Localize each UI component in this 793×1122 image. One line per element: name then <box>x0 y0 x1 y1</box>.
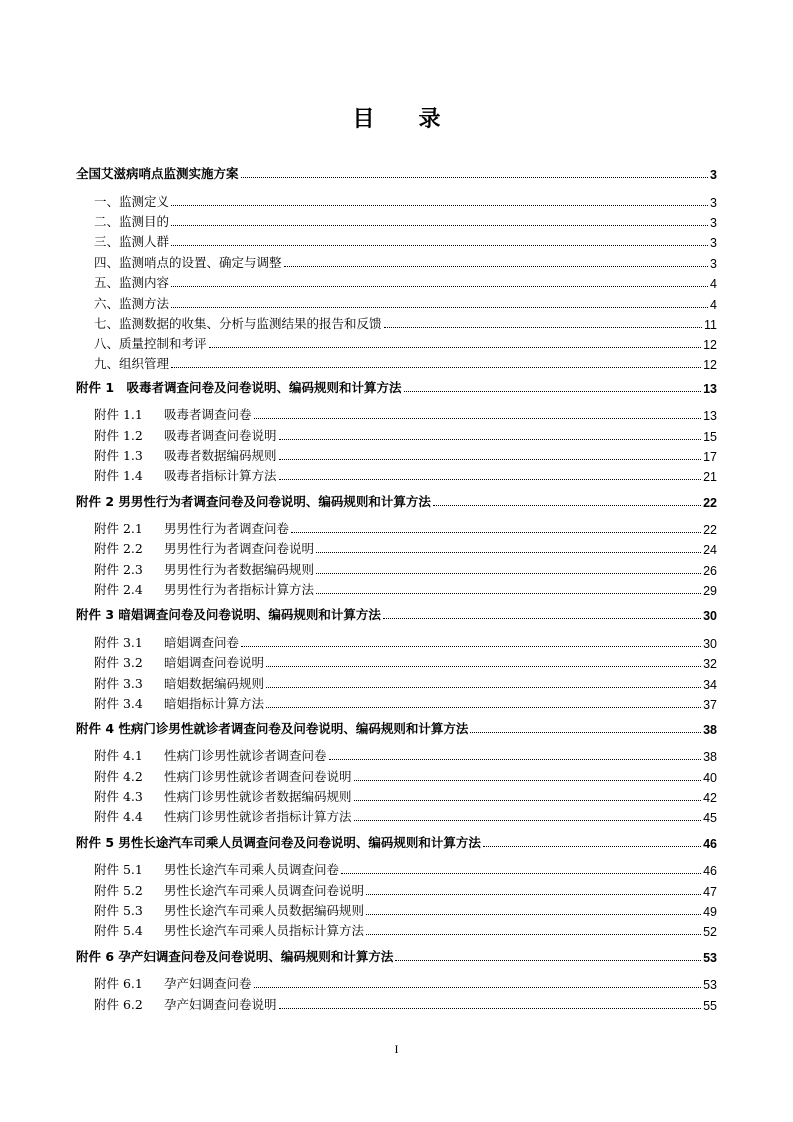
toc-page-number: 34 <box>703 678 717 692</box>
toc-leader-dots <box>404 390 702 392</box>
toc-leader-dots <box>354 799 702 801</box>
page-number: I <box>394 1042 399 1056</box>
toc-entry-label <box>94 426 277 444</box>
toc-leader-dots <box>470 731 701 733</box>
toc-entry[interactable] <box>76 805 717 825</box>
toc-entry-title: 吸毒者指标计算方法 <box>164 468 277 483</box>
toc-entry-title: 男性长途汽车司乘人员调查问卷 <box>164 862 340 877</box>
toc-entry-title: 吸毒者数据编码规则 <box>164 448 277 463</box>
toc-entry-number: 附件 4.1 <box>94 748 143 763</box>
toc-entry[interactable] <box>76 765 717 785</box>
toc-entry-title: 性病门诊男性就诊者调查问卷说明 <box>164 769 352 784</box>
toc-entry-number: 附件 6.1 <box>94 976 143 991</box>
toc-entry-number: 附件 2.3 <box>94 562 143 577</box>
toc-entry[interactable] <box>76 858 717 878</box>
toc-entry-label <box>94 860 339 878</box>
toc-leader-dots <box>254 986 702 988</box>
toc-page-number: 47 <box>703 885 717 899</box>
toc-entry-title: 吸毒者调查问卷 <box>164 407 252 422</box>
toc-entry[interactable] <box>76 899 717 919</box>
toc-leader-dots <box>395 959 701 961</box>
toc-leader-dots <box>366 933 701 935</box>
toc-entry-number: 附件 1.4 <box>94 468 143 483</box>
toc-entry-title: 暗娼数据编码规则 <box>164 676 265 691</box>
toc-entry[interactable] <box>76 651 717 671</box>
toc-entry-title: 暗娼调查问卷说明 <box>164 655 265 670</box>
toc-entry-label: 四、监测哨点的设置、确定与调整 <box>94 255 282 270</box>
toc-entry-label <box>94 674 264 692</box>
toc-page-number: 32 <box>703 657 717 671</box>
toc-entry[interactable] <box>76 919 717 939</box>
toc-entry[interactable] <box>76 631 717 651</box>
toc-entry-title: 男男性行为者调查问卷说明 <box>164 541 315 556</box>
toc-leader-dots <box>254 417 702 419</box>
toc-page-number: 22 <box>703 523 717 537</box>
toc-page-number: 13 <box>703 409 717 423</box>
toc-entry[interactable] <box>76 785 717 805</box>
toc-page-number: 11 <box>704 318 717 332</box>
toc-leader-dots <box>341 872 701 874</box>
toc-entry-label: 一、监测定义 <box>94 194 170 209</box>
toc-leader-dots <box>279 458 702 460</box>
toc-page-number: 22 <box>703 496 717 510</box>
toc-entry[interactable] <box>76 879 717 899</box>
toc-page-number: 46 <box>703 837 717 851</box>
toc-page-number: 4 <box>710 298 717 312</box>
toc-entry[interactable] <box>76 230 717 250</box>
toc-section-entry[interactable] <box>76 717 717 737</box>
toc-leader-dots <box>241 645 701 647</box>
toc-entry-number: 附件 5.1 <box>94 862 143 877</box>
toc-entry-label: 附件 2 男男性行为者调查问卷及问卷说明、编码规则和计算方法 <box>76 494 431 509</box>
toc-entry[interactable] <box>76 537 717 557</box>
toc-leader-dots <box>284 265 709 267</box>
toc-leader-dots <box>279 438 702 440</box>
toc-leader-dots <box>483 845 701 847</box>
toc-entry-title: 性病门诊男性就诊者数据编码规则 <box>164 789 352 804</box>
toc-entry-number: 附件 6.2 <box>94 997 143 1012</box>
toc-entry-number: 附件 5.4 <box>94 923 143 938</box>
toc-entry[interactable] <box>76 744 717 764</box>
toc-entry-title: 男男性行为者指标计算方法 <box>164 582 315 597</box>
toc-entry-label <box>94 746 327 764</box>
toc-entry[interactable] <box>76 444 717 464</box>
toc-entry-number: 附件 4.2 <box>94 769 143 784</box>
toc-entry[interactable] <box>76 210 717 230</box>
toc-leader-dots <box>171 285 708 287</box>
toc-entry-label: 二、监测目的 <box>94 214 170 229</box>
toc-entry[interactable] <box>76 332 717 352</box>
toc-entry-label <box>94 921 364 939</box>
toc-leader-dots <box>384 326 703 328</box>
toc-leader-dots <box>171 204 708 206</box>
page-title-char-1: 目 <box>352 107 375 132</box>
toc-page-number: 12 <box>703 358 717 372</box>
toc-page-number: 21 <box>703 470 717 484</box>
toc-page-number: 3 <box>710 236 717 250</box>
toc-leader-dots <box>266 686 701 688</box>
toc-entry-number: 附件 1.3 <box>94 448 143 463</box>
toc-page-number: 3 <box>710 216 717 230</box>
toc-entry-label <box>94 653 264 671</box>
toc-entry-label <box>94 995 277 1013</box>
toc-leader-dots <box>279 1007 702 1009</box>
toc-section-entry[interactable] <box>76 831 717 851</box>
toc-leader-dots <box>383 617 701 619</box>
toc-page-number: 29 <box>703 584 717 598</box>
toc-entry-number: 附件 2.2 <box>94 541 143 556</box>
toc-leader-dots <box>171 306 708 308</box>
toc-page-number: 40 <box>703 771 717 785</box>
toc-leader-dots <box>171 366 701 368</box>
toc-entry-label: 附件 4 性病门诊男性就诊者调查问卷及问卷说明、编码规则和计算方法 <box>76 721 469 736</box>
page-title-char-2: 录 <box>418 107 441 132</box>
toc-entry-label <box>94 539 314 557</box>
toc-entry-number: 附件 1.2 <box>94 428 143 443</box>
toc-entry-title: 孕产妇调查问卷说明 <box>164 997 277 1012</box>
toc-page-number: 42 <box>703 791 717 805</box>
toc-entry-label <box>94 974 252 992</box>
toc-entry-title: 男性长途汽车司乘人员数据编码规则 <box>164 903 365 918</box>
toc-section-entry[interactable] <box>76 490 717 510</box>
toc-leader-dots <box>241 176 709 178</box>
toc-leader-dots <box>316 592 701 594</box>
toc-section-entry[interactable] <box>76 162 717 182</box>
toc-entry-label: 附件 5 男性长途汽车司乘人员调查问卷及问卷说明、编码规则和计算方法 <box>76 835 481 850</box>
toc-entry-label <box>94 580 314 598</box>
toc-leader-dots <box>354 779 702 781</box>
toc-section-entry[interactable] <box>76 376 717 396</box>
toc-entry-label <box>94 881 364 899</box>
toc-entry-label <box>94 901 364 919</box>
toc-leader-dots <box>433 504 701 506</box>
toc-leader-dots <box>171 244 708 246</box>
toc-entry[interactable] <box>76 352 717 372</box>
toc-leader-dots <box>329 758 702 760</box>
toc-entry-title: 性病门诊男性就诊者指标计算方法 <box>164 809 352 824</box>
toc-page-number: 24 <box>703 543 717 557</box>
toc-entry-number: 附件 2.4 <box>94 582 143 597</box>
toc-page-number: 4 <box>710 277 717 291</box>
toc-page-number: 38 <box>703 723 717 737</box>
toc-page-number: 37 <box>703 698 717 712</box>
toc-entry[interactable] <box>76 692 717 712</box>
toc-leader-dots <box>266 706 701 708</box>
toc-entry-label: 附件 3 暗娼调查问卷及问卷说明、编码规则和计算方法 <box>76 607 381 622</box>
toc-entry[interactable] <box>76 312 717 332</box>
toc-entry-label <box>94 633 239 651</box>
toc-page-number: 53 <box>703 978 717 992</box>
toc-entry-number: 附件 3.2 <box>94 655 143 670</box>
toc-page-number: 15 <box>703 430 717 444</box>
toc-page-number: 12 <box>703 338 717 352</box>
toc-page-number: 13 <box>703 382 717 396</box>
toc-entry[interactable] <box>76 424 717 444</box>
toc-page-number: 30 <box>703 609 717 623</box>
toc-entry-label <box>94 446 277 464</box>
toc-entry-title: 性病门诊男性就诊者调查问卷 <box>164 748 327 763</box>
toc-entry-number: 附件 2.1 <box>94 521 143 536</box>
toc-page-number: 30 <box>703 637 717 651</box>
toc-leader-dots <box>366 893 701 895</box>
toc-page-number: 3 <box>710 168 717 182</box>
toc-entry[interactable] <box>76 972 717 992</box>
toc-page-number: 45 <box>703 811 717 825</box>
toc-entry-title: 男性长途汽车司乘人员调查问卷说明 <box>164 883 365 898</box>
toc-entry[interactable] <box>76 271 717 291</box>
toc-entry[interactable] <box>76 403 717 423</box>
toc-leader-dots <box>291 531 701 533</box>
toc-entry-number: 附件 3.1 <box>94 635 143 650</box>
toc-page-number: 3 <box>710 196 717 210</box>
toc-page-number: 52 <box>703 925 717 939</box>
toc-leader-dots <box>316 572 701 574</box>
toc-entry-label <box>94 694 264 712</box>
toc-entry-label <box>94 767 352 785</box>
toc-entry[interactable] <box>76 993 717 1013</box>
toc-entry-label: 六、监测方法 <box>94 296 170 311</box>
toc-leader-dots <box>316 551 701 553</box>
toc-entry[interactable] <box>76 251 717 271</box>
toc-leader-dots <box>171 224 708 226</box>
toc-entry-title: 暗娼调查问卷 <box>164 635 240 650</box>
toc-entry-label: 附件 6 孕产妇调查问卷及问卷说明、编码规则和计算方法 <box>76 949 394 964</box>
toc-leader-dots <box>279 478 702 480</box>
toc-entry-number: 附件 3.4 <box>94 696 143 711</box>
toc-entry-title: 孕产妇调查问卷 <box>164 976 252 991</box>
toc-entry[interactable] <box>76 190 717 210</box>
toc-leader-dots <box>354 819 702 821</box>
toc-entry-title: 男男性行为者调查问卷 <box>164 521 290 536</box>
toc-entry-label <box>94 519 289 537</box>
page-title <box>0 102 793 133</box>
toc-entry-label: 三、监测人群 <box>94 234 170 249</box>
toc-section-entry[interactable] <box>76 945 717 965</box>
toc-page-number: 46 <box>703 864 717 878</box>
toc-entry[interactable] <box>76 672 717 692</box>
toc-page-number: 49 <box>703 905 717 919</box>
toc-page-number: 53 <box>703 951 717 965</box>
toc-page-number: 3 <box>710 257 717 271</box>
toc-leader-dots <box>266 665 701 667</box>
toc-entry-label <box>94 807 352 825</box>
toc-entry-title: 男男性行为者数据编码规则 <box>164 562 315 577</box>
toc-page-number: 17 <box>703 450 717 464</box>
toc-entry-number: 附件 1.1 <box>94 407 143 422</box>
toc-page-number: 55 <box>703 999 717 1013</box>
toc-section-entry[interactable] <box>76 603 717 623</box>
toc-entry-title: 吸毒者调查问卷说明 <box>164 428 277 443</box>
toc-entry-label: 九、组织管理 <box>94 356 170 371</box>
toc-entry-number: 附件 3.3 <box>94 676 143 691</box>
toc-entry-label <box>94 405 252 423</box>
toc-page-number: 26 <box>703 564 717 578</box>
toc-entry-label: 全国艾滋病哨点监测实施方案 <box>76 166 239 181</box>
toc-entry-label: 八、质量控制和考评 <box>94 336 207 351</box>
toc-entry[interactable] <box>76 558 717 578</box>
toc-leader-dots <box>366 913 701 915</box>
toc-entry-number: 附件 5.3 <box>94 903 143 918</box>
toc-entry-title: 暗娼指标计算方法 <box>164 696 265 711</box>
toc-entry-label: 七、监测数据的收集、分析与监测结果的报告和反馈 <box>94 316 382 331</box>
toc-entry[interactable] <box>76 517 717 537</box>
toc-entry-label: 五、监测内容 <box>94 275 170 290</box>
toc-entry-number: 附件 4.4 <box>94 809 143 824</box>
toc-entry-number: 附件 5.2 <box>94 883 143 898</box>
toc-leader-dots <box>209 346 702 348</box>
toc-entry-label <box>94 787 352 805</box>
toc-entry-title: 男性长途汽车司乘人员指标计算方法 <box>164 923 365 938</box>
toc-entry-label: 附件 1 吸毒者调查问卷及问卷说明、编码规则和计算方法 <box>76 380 402 395</box>
toc-entry[interactable] <box>76 464 717 484</box>
toc-entry[interactable] <box>76 292 717 312</box>
toc-entry-number: 附件 4.3 <box>94 789 143 804</box>
toc-entry[interactable] <box>76 578 717 598</box>
toc-page-number: 38 <box>703 750 717 764</box>
toc-entry-label <box>94 466 277 484</box>
toc-entry-label <box>94 560 314 578</box>
